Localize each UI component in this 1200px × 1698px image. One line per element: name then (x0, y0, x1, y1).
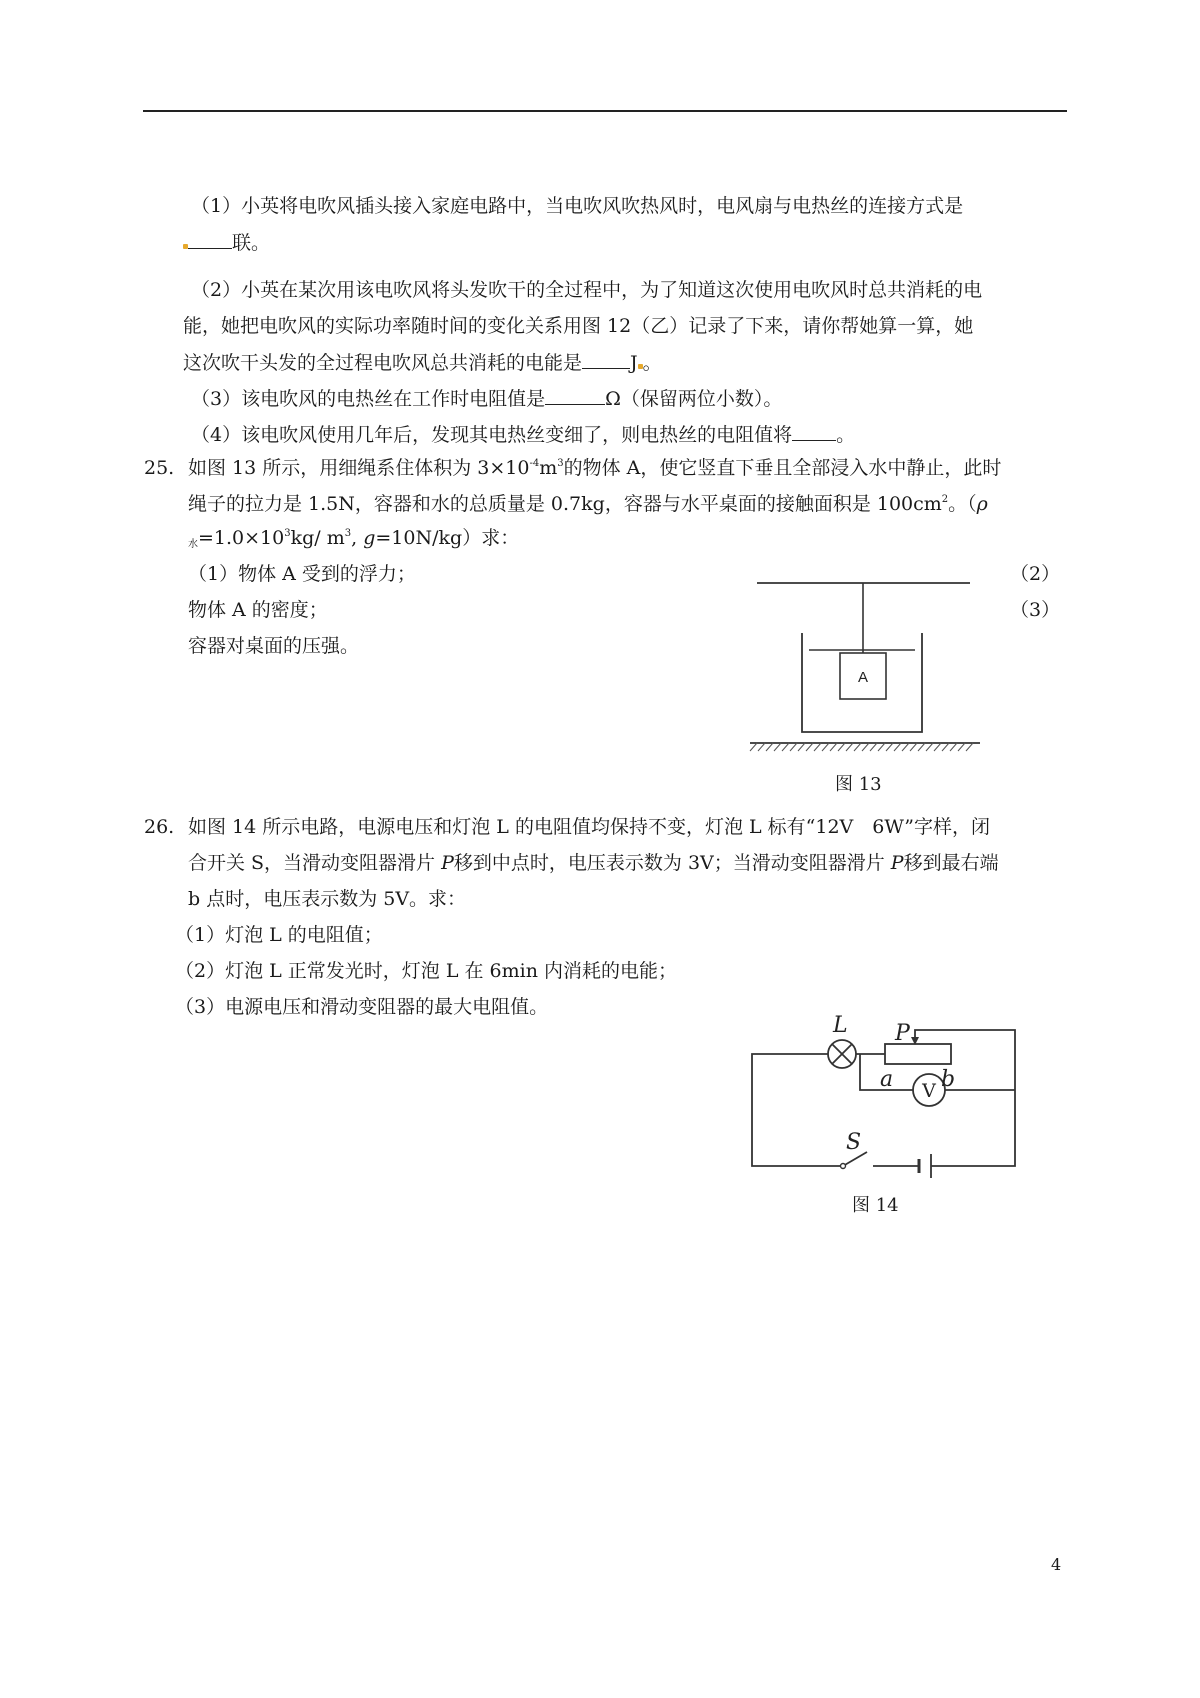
hatch-line (782, 743, 789, 751)
label-b: b (941, 1067, 956, 1092)
hatch-line (950, 743, 957, 751)
hatch-line (870, 743, 877, 751)
hatch-line (918, 743, 925, 751)
hatch-line (838, 743, 845, 751)
q25-number: 25. (144, 457, 175, 479)
q25-sub2: 物体 A 的密度； (188, 599, 328, 621)
hatch-line (934, 743, 941, 751)
block-a-label: A (857, 669, 869, 686)
switch-pivot (841, 1164, 846, 1169)
label-v: V (922, 1080, 936, 1102)
hatch-line (798, 743, 805, 751)
q26-line3: b 点时，电压表示数为 5V。求： (188, 888, 467, 910)
hatch-line (966, 743, 973, 751)
q26-sub2: （2）灯泡 L 正常发光时，灯泡 L 在 6min 内消耗的电能； (175, 960, 677, 982)
q24-part1-line1: （1）小英将电吹风插头接入家庭电路中，当电吹风吹热风时，电风扇与电热丝的连接方式是 (191, 195, 964, 217)
q26-line1: 如图 14 所示电路，电源电压和灯泡 L 的电阻值均保持不变，灯泡 L 标有“12V 6W”字样，闭 (188, 816, 990, 838)
hatch-line (926, 743, 933, 751)
hatch-line (878, 743, 885, 751)
q25-sub3-number: （3） (1010, 599, 1061, 621)
label-a: a (880, 1067, 894, 1092)
hatch-line (958, 743, 965, 751)
header-rule (143, 110, 1067, 112)
q26-sub1: （1）灯泡 L 的电阻值； (175, 924, 383, 946)
hatch-line (822, 743, 829, 751)
hatch-line (814, 743, 821, 751)
wire-right (931, 1090, 1015, 1166)
hatch-line (750, 743, 757, 751)
q24-part3: （3）该电吹风的电热丝在工作时电阻值是 Ω（保留两位小数）。 (191, 388, 783, 410)
answer-blank[interactable] (792, 422, 836, 441)
hatch-line (806, 743, 813, 751)
q25-line3: $_水=1.0\times 10^3kg/$ $m^3$, g=10N/kg）求： (188, 527, 520, 550)
table-hatching (750, 743, 973, 751)
q25-line2: 绳子的拉力是 1.5N，容器和水的总质量是 0.7kg，容器与水平桌面的接触面积是 $100cm^2$。（ρ (188, 493, 988, 515)
hatch-line (910, 743, 917, 751)
q25-sub3: 容器对桌面的压强。 (188, 635, 360, 657)
hatch-line (942, 743, 949, 751)
q26-line2: 合开关 S，当滑动变阻器滑片 P移到中点时，电压表示数为 3V；当滑动变阻器滑片 P移到最右端 (188, 852, 999, 874)
answer-blank[interactable] (582, 350, 630, 369)
q24-part2-line3: 这次吹干头发的全过程电吹风总共消耗的电能是 J 。 (183, 352, 662, 374)
rheostat-symbol[interactable] (885, 1044, 951, 1064)
label-l: L (833, 1013, 848, 1038)
hatch-line (830, 743, 837, 751)
q25-line1: 如图 13 所示，用细绳系住体积为 $3\times 10^{-4}m^3$的物体 A，使它竖直下垂且全部浸入水中静止，此时 (188, 457, 1002, 479)
page-number: 4 (1051, 1555, 1062, 1574)
hatch-line (894, 743, 901, 751)
figure-14-circuit (745, 1010, 1030, 1185)
hatch-line (790, 743, 797, 751)
answer-blank[interactable] (188, 230, 232, 249)
label-s: S (846, 1130, 862, 1155)
label-p: P (895, 1021, 910, 1046)
q24-part2-line1: （2）小英在某次用该电吹风将头发吹干的全过程中，为了知道这次使用电吹风时总共消耗的电 (191, 279, 983, 301)
hatch-line (902, 743, 909, 751)
q26-number: 26. (144, 816, 175, 838)
hatch-line (758, 743, 765, 751)
q24-part1-line2: 联。 (183, 230, 270, 255)
figure-13-container (745, 575, 985, 760)
hatch-line (766, 743, 773, 751)
answer-blank[interactable] (545, 386, 605, 405)
q24-part2-line2: 能，她把电吹风的实际功率随时间的变化关系用图 12（乙）记录了下来，请你帮她算一算，她 (183, 315, 974, 337)
figure-14-caption: 图 14 (852, 1195, 899, 1216)
q25-sub2-number: （2） (1010, 563, 1061, 585)
wire-left (752, 1054, 841, 1166)
hatch-line (862, 743, 869, 751)
hatch-line (846, 743, 853, 751)
q25-sub1: （1）物体 A 受到的浮力； (188, 563, 416, 585)
q24-part4: （4）该电吹风使用几年后，发现其电热丝变细了，则电热丝的电阻值将 。 (191, 424, 856, 446)
hatch-line (774, 743, 781, 751)
hatch-line (854, 743, 861, 751)
q26-sub3: （3）电源电压和滑动变阻器的最大电阻值。 (175, 996, 549, 1018)
figure-13-caption: 图 13 (835, 774, 882, 795)
hatch-line (886, 743, 893, 751)
